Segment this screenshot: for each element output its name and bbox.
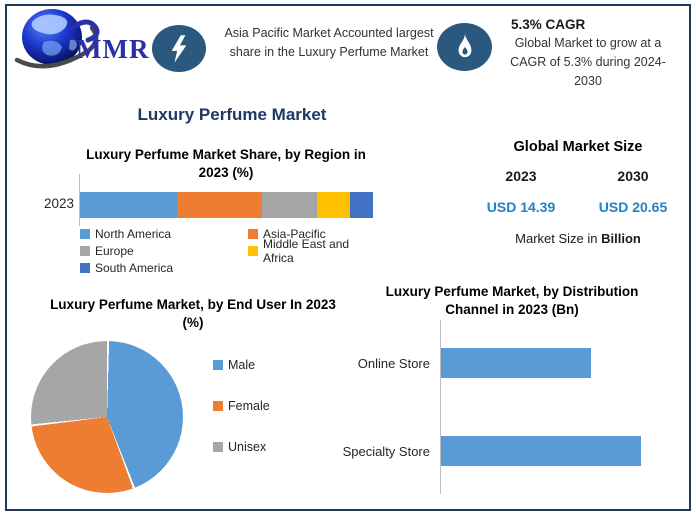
page-title: Luxury Perfume Market (137, 105, 327, 124)
legend-label: Female (228, 398, 270, 413)
market-size-value-2023: USD 14.39 (486, 199, 556, 215)
legend-item-south-america (80, 261, 248, 274)
cagr-heading: 5.3% CAGR (511, 17, 586, 32)
legend-label: Unisex (228, 439, 267, 454)
market-size-year-2030: 2030 (617, 168, 649, 184)
logo-wordmark: MMR (76, 34, 150, 64)
region-stacked-bar (80, 192, 373, 218)
legend-item-female (213, 399, 270, 412)
legend-label: Asia-Pacific (263, 226, 326, 241)
legend-item-male (213, 358, 270, 371)
distribution-bar-online-store (441, 348, 591, 378)
flame-icon (454, 33, 476, 61)
region-bar-segment (80, 192, 177, 218)
region-chart-category-label: 2023 (43, 196, 74, 211)
region-chart-legend (80, 227, 380, 274)
footnote-unit: Billion (601, 231, 641, 246)
distribution-label-online-store: Online Store (357, 356, 430, 371)
distribution-label-specialty-store: Specialty Store (342, 444, 430, 459)
legend-label: South America (95, 260, 174, 275)
legend-marker (213, 360, 223, 370)
market-size-year-2023: 2023 (505, 168, 537, 184)
region-bar-segment (177, 192, 262, 218)
legend-marker (213, 442, 223, 452)
legend-item-north-america (80, 227, 248, 240)
legend-label: Middle East and Africa (263, 236, 350, 265)
market-size-value-2030: USD 20.65 (598, 199, 668, 215)
cagr-text: Global Market to grow at a CAGR of 5.3% during 2024-2030 (510, 36, 666, 88)
legend-marker (80, 246, 90, 256)
lightning-icon (168, 34, 190, 64)
legend-item-unisex (213, 440, 270, 453)
distribution-chart-title: Luxury Perfume Market, by Distribution Channel in 2023 (Bn) (385, 284, 639, 317)
header-highlight-text: Asia Pacific Market Accounted largest share in the Luxury Perfume Market (224, 26, 434, 60)
region-bar-segment (262, 192, 318, 218)
region-bar-segment (317, 192, 349, 218)
footnote-prefix: Market Size in (515, 231, 602, 246)
legend-marker (248, 246, 258, 256)
cagr-block (502, 17, 674, 90)
global-market-size-title: Global Market Size (513, 139, 643, 155)
end-user-legend (213, 358, 270, 453)
lightning-badge (152, 25, 206, 72)
mmr-logo (14, 6, 164, 78)
distribution-chart-axis (440, 320, 441, 494)
legend-marker (80, 263, 90, 273)
flame-badge (437, 23, 492, 71)
legend-label: Male (228, 357, 256, 372)
legend-marker (80, 229, 90, 239)
end-user-chart-title: Luxury Perfume Market, by End User In 2023 (%) (50, 297, 336, 330)
legend-marker (248, 229, 258, 239)
legend-label: Europe (95, 243, 134, 258)
legend-item-europe (80, 244, 248, 257)
legend-marker (213, 401, 223, 411)
region-chart-title: Luxury Perfume Market Share, by Region in 2023 (%) (86, 147, 366, 180)
legend-label: North America (95, 226, 172, 241)
market-size-footnote (478, 231, 678, 246)
end-user-pie (31, 341, 183, 493)
region-bar-segment (350, 192, 373, 218)
distribution-bar-specialty-store (441, 436, 641, 466)
legend-item-middle-east-africa (248, 236, 380, 265)
